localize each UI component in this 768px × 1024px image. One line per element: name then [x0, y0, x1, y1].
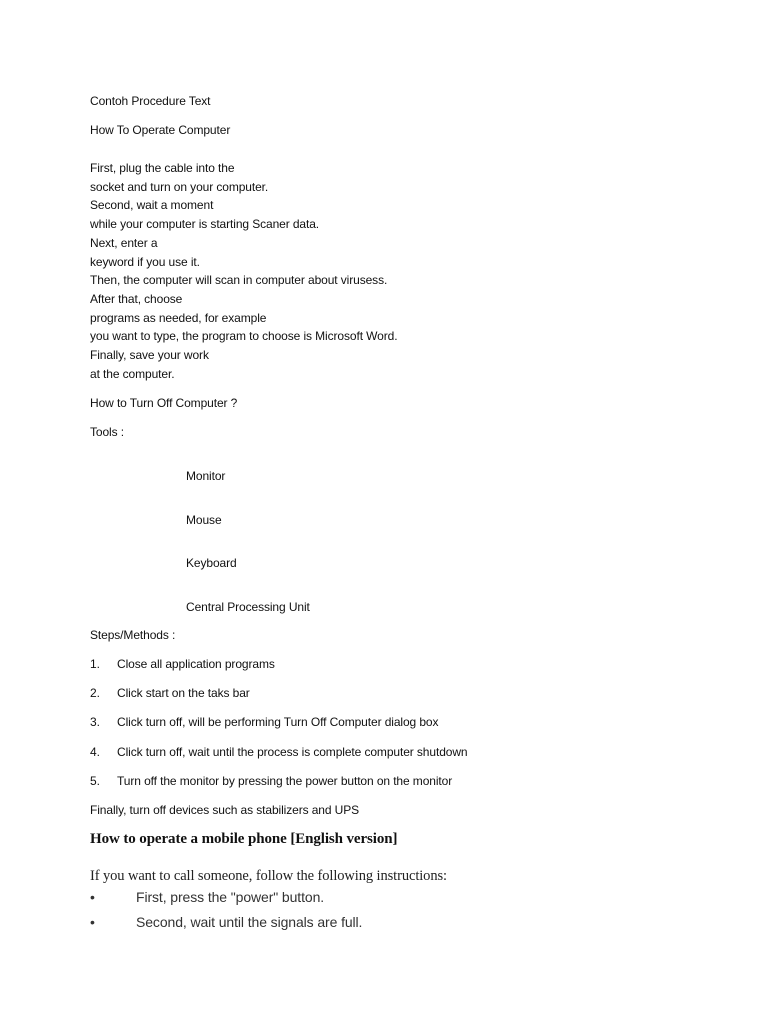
steps-label: Steps/Methods :	[90, 628, 176, 642]
section-heading-operate: How To Operate Computer	[90, 123, 231, 137]
body-line: you want to type, the program to choose is Microsoft Word.	[90, 329, 398, 344]
tool-item: Monitor	[186, 469, 226, 483]
body-line: After that, choose	[90, 291, 183, 306]
section-heading-turn-off: How to Turn Off Computer ?	[90, 396, 238, 410]
tools-label: Tools :	[90, 425, 124, 439]
finally-line: Finally, turn off devices such as stabilizers and UPS	[90, 803, 360, 817]
bullet-icon: •	[90, 914, 95, 930]
body-line: while your computer is starting Scaner data.	[90, 217, 320, 232]
step-number: 5.	[90, 774, 100, 788]
body-line: Next, enter a	[90, 235, 158, 250]
step-text: Click start on the taks bar	[117, 686, 250, 700]
tool-item: Keyboard	[186, 556, 237, 570]
body-line: First, plug the cable into the	[90, 161, 235, 175]
step-number: 2.	[90, 686, 100, 700]
tool-item: Mouse	[186, 513, 222, 527]
step-number: 4.	[90, 745, 100, 759]
step-number: 1.	[90, 657, 100, 671]
bullet-icon: •	[90, 889, 95, 905]
body-line: Finally, save your work	[90, 348, 209, 362]
tool-item: Central Processing Unit	[186, 600, 310, 614]
step-text: Click turn off, will be performing Turn Off Computer dialog box	[117, 715, 439, 729]
section-heading-mobile: How to operate a mobile phone [English version]	[90, 831, 398, 847]
body-line: Then, the computer will scan in computer about virusess.	[90, 273, 388, 288]
body-line: socket and turn on your computer.	[90, 179, 269, 194]
body-line: programs as needed, for example	[90, 310, 267, 325]
mobile-intro: If you want to call someone, follow the following instructions:	[90, 868, 447, 884]
bullet-item: First, press the "power" button.	[136, 889, 325, 905]
step-text: Turn off the monitor by pressing the power button on the monitor	[117, 774, 453, 788]
step-text: Close all application programs	[117, 657, 275, 671]
document-title: Contoh Procedure Text	[90, 94, 211, 108]
step-number: 3.	[90, 715, 100, 729]
bullet-item: Second, wait until the signals are full.	[136, 914, 363, 930]
body-line: Second, wait a moment	[90, 198, 214, 213]
body-line: keyword if you use it.	[90, 254, 200, 269]
step-text: Click turn off, wait until the process is complete computer shutdown	[117, 745, 468, 759]
body-line: at the computer.	[90, 366, 175, 381]
